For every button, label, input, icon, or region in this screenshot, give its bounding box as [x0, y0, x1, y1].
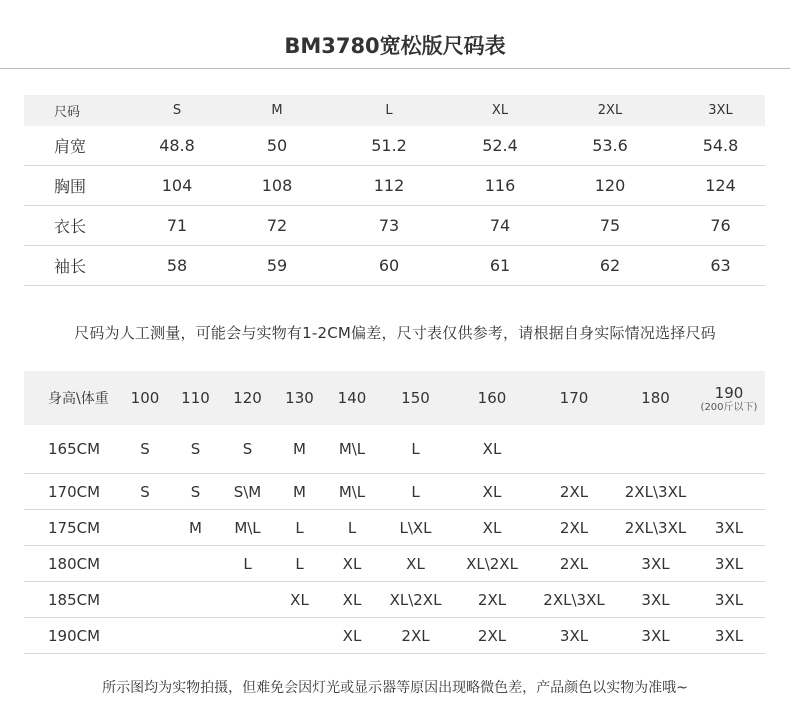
table-cell — [168, 582, 223, 618]
table-row — [24, 582, 765, 618]
row-label: 165CM — [24, 425, 122, 474]
table-cell: M — [272, 425, 327, 474]
table-cell: S — [122, 474, 168, 510]
table-cell: 2XL — [530, 474, 618, 510]
weight-header-cell: 160 — [454, 371, 530, 425]
table-cell: 3XL — [693, 546, 765, 582]
size-header-cell: S — [122, 95, 232, 126]
table-cell: M\L — [327, 425, 377, 474]
table-cell: 48.8 — [122, 126, 232, 166]
table-cell: L — [327, 510, 377, 546]
size-chart-table — [24, 95, 765, 286]
table-cell — [168, 546, 223, 582]
table-cell: 124 — [676, 166, 765, 206]
height-weight-table — [24, 371, 765, 654]
size-header-cell: 3XL — [676, 95, 765, 126]
table-cell: 3XL — [530, 618, 618, 654]
table-cell — [223, 582, 272, 618]
size-header-cell: L — [322, 95, 456, 126]
table-cell — [530, 425, 618, 474]
table-cell: 50 — [232, 126, 322, 166]
table-cell: S — [168, 474, 223, 510]
table-row — [24, 126, 765, 166]
row-label: 衣长 — [24, 206, 122, 246]
table-row — [24, 474, 765, 510]
size-header-row — [24, 95, 765, 126]
table-cell: 2XL — [454, 618, 530, 654]
table-cell: 3XL — [693, 582, 765, 618]
weight-limit-note: (200斤以下) — [700, 401, 758, 413]
table-cell: L\XL — [377, 510, 454, 546]
table-cell: 76 — [676, 206, 765, 246]
table-row — [24, 425, 765, 474]
size-header-label: 尺码 — [24, 95, 122, 126]
table-cell: S — [168, 425, 223, 474]
table-cell: XL — [377, 546, 454, 582]
table-cell: 71 — [122, 206, 232, 246]
row-label: 肩宽 — [24, 126, 122, 166]
table-cell: M\L — [223, 510, 272, 546]
table-cell: 62 — [544, 246, 676, 286]
row-label: 175CM — [24, 510, 122, 546]
table-cell — [272, 618, 327, 654]
hw-header-label: 身高\体重 — [24, 371, 122, 425]
table-cell: XL — [454, 510, 530, 546]
table-cell: XL — [272, 582, 327, 618]
table-cell: 2XL\3XL — [618, 510, 693, 546]
table-row — [24, 546, 765, 582]
table-cell: 54.8 — [676, 126, 765, 166]
table-cell: 112 — [322, 166, 456, 206]
weight-header-cell-last — [693, 371, 765, 425]
table-cell: 52.4 — [456, 126, 544, 166]
title-divider — [0, 68, 790, 69]
weight-header-cell: 180 — [618, 371, 693, 425]
size-header-cell: M — [232, 95, 322, 126]
table-cell: XL\2XL — [377, 582, 454, 618]
table-cell: S\M — [223, 474, 272, 510]
table-cell: S — [223, 425, 272, 474]
row-label: 185CM — [24, 582, 122, 618]
table-cell: 2XL — [530, 546, 618, 582]
table-row — [24, 618, 765, 654]
table-cell — [122, 510, 168, 546]
weight-header-cell: 100 — [122, 371, 168, 425]
weight-header-cell: 130 — [272, 371, 327, 425]
table-cell — [122, 618, 168, 654]
table-cell — [618, 425, 693, 474]
table-cell — [122, 546, 168, 582]
table-cell: 104 — [122, 166, 232, 206]
table-cell: 51.2 — [322, 126, 456, 166]
table-row — [24, 510, 765, 546]
table-cell: XL — [327, 618, 377, 654]
table-cell: M\L — [327, 474, 377, 510]
size-header-cell: XL — [456, 95, 544, 126]
table-cell: L — [272, 510, 327, 546]
table-cell: 120 — [544, 166, 676, 206]
table-cell: 2XL\3XL — [530, 582, 618, 618]
row-label: 190CM — [24, 618, 122, 654]
hw-header-row — [24, 371, 765, 425]
weight-header-value: 190 — [714, 383, 744, 402]
table-cell: 61 — [456, 246, 544, 286]
table-cell — [122, 582, 168, 618]
table-cell: XL — [454, 474, 530, 510]
table-cell: L — [272, 546, 327, 582]
table-cell: S — [122, 425, 168, 474]
table-cell: L — [377, 474, 454, 510]
table-row — [24, 166, 765, 206]
weight-header-cell: 170 — [530, 371, 618, 425]
table-cell: 53.6 — [544, 126, 676, 166]
table-cell: 3XL — [693, 618, 765, 654]
table-row — [24, 206, 765, 246]
table-cell: 58 — [122, 246, 232, 286]
row-label: 胸围 — [24, 166, 122, 206]
table-cell: XL\2XL — [454, 546, 530, 582]
color-disclaimer: 所示图均为实物拍摄，但难免会因灯光或显示器等原因出现略微色差，产品颜色以实物为准哦~ — [102, 680, 688, 696]
table-cell — [693, 425, 765, 474]
page-title: BM3780宽松版尺码表 — [284, 34, 506, 58]
table-cell: M — [168, 510, 223, 546]
weight-header-cell: 140 — [327, 371, 377, 425]
weight-header-cell: 150 — [377, 371, 454, 425]
table-cell: 3XL — [618, 546, 693, 582]
table-cell: XL — [327, 582, 377, 618]
table-cell: 2XL — [377, 618, 454, 654]
table-cell: 108 — [232, 166, 322, 206]
weight-header-cell: 110 — [168, 371, 223, 425]
table-cell: 3XL — [618, 582, 693, 618]
table-cell: 59 — [232, 246, 322, 286]
table-cell: L — [223, 546, 272, 582]
size-header-cell: 2XL — [544, 95, 676, 126]
table-cell — [693, 474, 765, 510]
table-cell: L — [377, 425, 454, 474]
table-cell: 60 — [322, 246, 456, 286]
table-cell: 72 — [232, 206, 322, 246]
table-cell: 75 — [544, 206, 676, 246]
table-cell: M — [272, 474, 327, 510]
table-cell: 3XL — [693, 510, 765, 546]
table-cell: 2XL — [530, 510, 618, 546]
table-cell: XL — [327, 546, 377, 582]
table-cell: 116 — [456, 166, 544, 206]
weight-header-cell: 120 — [223, 371, 272, 425]
table-cell: 63 — [676, 246, 765, 286]
table-cell — [223, 618, 272, 654]
row-label: 袖长 — [24, 246, 122, 286]
table-cell — [168, 618, 223, 654]
row-label: 180CM — [24, 546, 122, 582]
table-cell: 2XL — [454, 582, 530, 618]
row-label: 170CM — [24, 474, 122, 510]
measurement-note: 尺码为人工测量，可能会与实物有1-2CM偏差，尺寸表仅供参考，请根据自身实际情况选择尺码 — [74, 324, 716, 342]
table-row — [24, 246, 765, 286]
table-cell: 73 — [322, 206, 456, 246]
table-cell: XL — [454, 425, 530, 474]
table-cell: 2XL\3XL — [618, 474, 693, 510]
table-cell: 3XL — [618, 618, 693, 654]
table-cell: 74 — [456, 206, 544, 246]
